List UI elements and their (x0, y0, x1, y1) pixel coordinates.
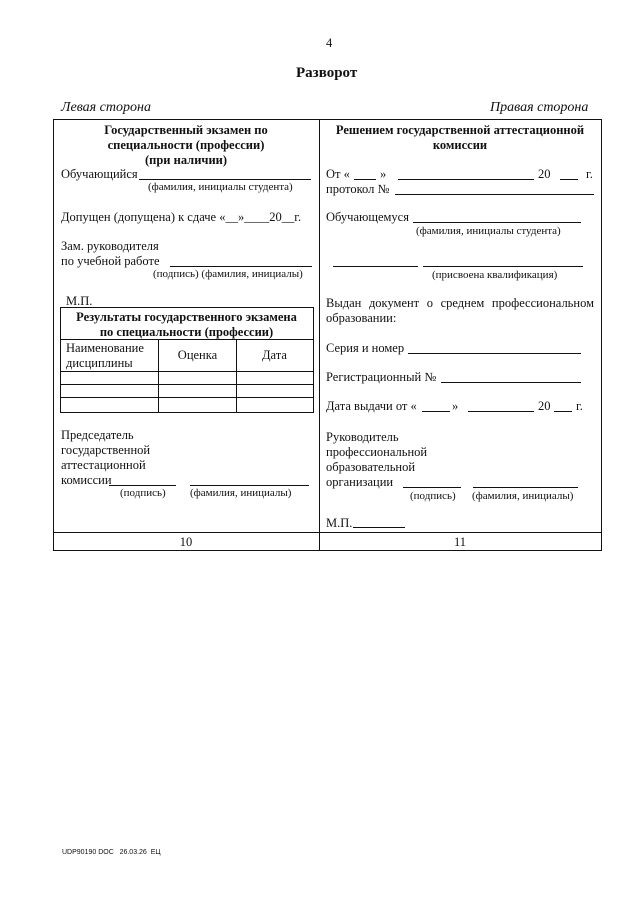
col-discipline: Наименование дисциплины (66, 341, 144, 370)
protocol-label: протокол № (326, 182, 390, 196)
left-page-number: 10 (179, 535, 193, 549)
head-name-hint: (фамилия, инициалы) (472, 490, 574, 502)
from-year-g: г. (586, 167, 593, 181)
student-hint: (фамилия, инициалы студента) (148, 181, 293, 193)
left-side-label: Левая сторона (61, 100, 151, 115)
results-title-line1: Результаты государственного экзамена (76, 310, 297, 324)
center-divider (319, 119, 320, 550)
table-row (60, 384, 313, 385)
head-line2: профессиональной (326, 445, 428, 459)
head-name-line[interactable] (473, 487, 578, 488)
issued-line1: Выдан документ о среднем профессиональном (326, 296, 594, 310)
from-month-line[interactable] (398, 179, 534, 180)
chair-sign-hint: (подпись) (120, 487, 166, 499)
student-name-line-right[interactable] (413, 222, 581, 223)
right-header-line2: комиссии (432, 138, 488, 152)
table-row (60, 371, 313, 372)
right-page-number: 11 (453, 535, 467, 549)
head-sign-hint: (подпись) (410, 490, 456, 502)
head-line3: образовательной (326, 460, 416, 474)
chair-line3: аттестационной (61, 458, 146, 472)
page-title: Разворот (296, 65, 358, 81)
qualification-line-a[interactable] (333, 266, 418, 267)
right-stamp-line[interactable] (353, 527, 405, 528)
qualification-hint: (присвоена квалификация) (432, 269, 558, 281)
series-line[interactable] (408, 353, 581, 354)
left-header-line1: Государственный экзамен по (104, 123, 268, 137)
right-stamp: М.П. (326, 516, 353, 530)
head-line4: организации (326, 475, 394, 489)
from-quote: » (380, 167, 387, 181)
chair-name-line[interactable] (190, 485, 309, 486)
qualification-line-b[interactable] (423, 266, 583, 267)
document-footer: UDP90190 DOC 26.03.26 ЕЦ (62, 849, 161, 856)
left-header-line2: специальности (профессии) (107, 138, 265, 152)
protocol-line[interactable] (395, 194, 594, 195)
right-side-label: Правая сторона (490, 100, 589, 115)
deputy-hint: (подпись) (фамилия, инициалы) (153, 268, 303, 280)
chair-name-hint: (фамилия, инициалы) (190, 487, 292, 499)
deputy-signature-line[interactable] (170, 266, 312, 267)
chair-line1: Председатель (61, 428, 134, 442)
page-number: 4 (326, 36, 333, 50)
table-row (60, 397, 313, 398)
col-date: Дата (262, 348, 287, 362)
date-issue-day-line[interactable] (422, 411, 450, 412)
reg-line[interactable] (441, 382, 581, 383)
deputy-line1: Зам. руководителя (61, 239, 159, 253)
head-line1: Руководитель (326, 430, 399, 444)
head-signature-line[interactable] (403, 487, 461, 488)
deputy-line2: по учебной работе (61, 254, 160, 268)
from-year-line[interactable] (560, 179, 578, 180)
from-day-line[interactable] (354, 179, 376, 180)
right-header-line1: Решением государственной аттестационной (335, 123, 585, 137)
date-issue-quote: » (452, 399, 459, 413)
admitted-text: Допущен (допущена) к сдаче «__»____20__г. (61, 210, 302, 224)
student-label: Обучающийся (61, 167, 138, 181)
student-hint-right: (фамилия, инициалы студента) (416, 225, 561, 237)
chair-line2: государственной (61, 443, 151, 457)
student-name-line[interactable] (139, 179, 311, 180)
reg-label: Регистрационный № (326, 370, 437, 384)
from-year-20: 20 (538, 167, 551, 181)
series-label: Серия и номер (326, 341, 405, 355)
date-issue-year-line[interactable] (554, 411, 572, 412)
left-header-line3: (при наличии) (144, 153, 228, 167)
from-prefix: От « (326, 167, 350, 181)
col-grade: Оценка (177, 348, 218, 362)
issued-line2: образовании: (326, 311, 397, 325)
date-issue-month-line[interactable] (468, 411, 534, 412)
date-issue-year-20: 20 (538, 399, 551, 413)
results-title-line2: по специальности (профессии) (99, 325, 274, 339)
chair-line4: комиссии (61, 473, 112, 487)
chair-signature-line[interactable] (109, 485, 176, 486)
student-label-right: Обучающемуся (326, 210, 409, 224)
page-number-row-divider (53, 532, 601, 533)
date-issue-prefix: Дата выдачи от « (326, 399, 417, 413)
date-issue-g: г. (576, 399, 583, 413)
left-stamp: М.П. (66, 294, 93, 308)
